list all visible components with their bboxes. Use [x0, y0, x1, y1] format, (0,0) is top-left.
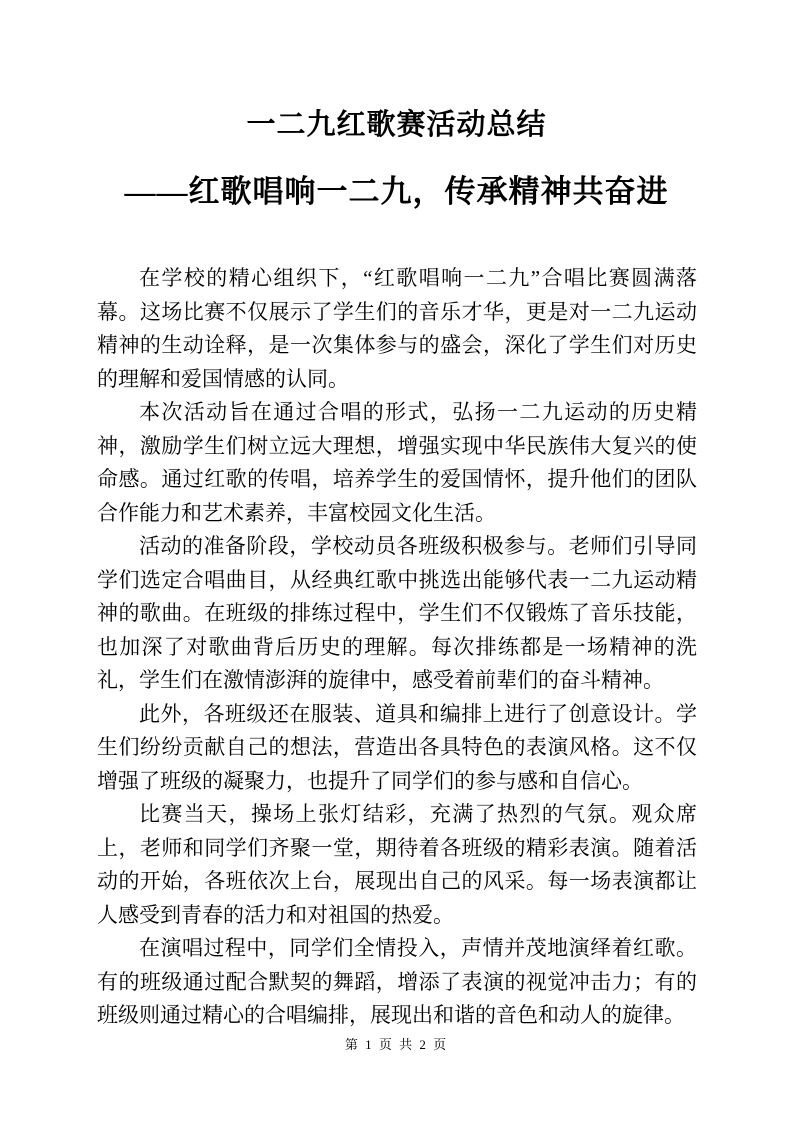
paragraph: 活动的准备阶段，学校动员各班级积极参与。老师们引导同学们选定合唱曲目，从经典红歌中挑选出能够代表一二九运动精神的歌曲。在班级的排练过程中，学生们不仅锻炼了音乐技能，也加深了对歌曲背后历史的理解。每次排练都是一场精神的洗礼，学生们在激情澎湃的旋律中，感受着前辈们的奋斗精神。	[97, 534, 697, 692]
paragraph: 本次活动旨在通过合唱的形式，弘扬一二九运动的历史精神，激励学生们树立远大理想，增强实现中华民族伟大复兴的使命感。通过红歌的传唱，培养学生的爱国情怀，提升他们的团队合作能力和艺术素养，丰富校园文化生活。	[97, 400, 697, 525]
paragraph: 比赛当天，操场上张灯结彩，充满了热烈的气氛。观众席上，老师和同学们齐聚一堂，期待着各班级的精彩表演。随着活动的开始，各班依次上台，展现出自己的风采。每一场表演都让人感受到青春的活力和对祖国的热爱。	[97, 802, 697, 927]
document-subtitle: ——红歌唱响一二九，传承精神共奋进	[124, 174, 669, 209]
paragraph: 此外，各班级还在服装、道具和编排上进行了创意设计。学生们纷纷贡献自己的想法，营造出各具特色的表演风格。这不仅增强了班级的凝聚力，也提升了同学们的参与感和自信心。	[97, 701, 697, 793]
document-body	[97, 262, 697, 1033]
document-title: 一二九红歌赛活动总结	[246, 109, 547, 141]
paragraph: 在演唱过程中，同学们全情投入，声情并茂地演绎着红歌。有的班级通过配合默契的舞蹈，增添了表演的视觉冲击力；有的班级则通过精心的合唱编排，展现出和谐的音色和动人的旋律。	[97, 936, 697, 1027]
page-number-footer: 第 1 页 共 2 页	[344, 1037, 449, 1052]
paragraph: 在学校的精心组织下，“红歌唱响一二九”合唱比赛圆满落幕。这场比赛不仅展示了学生们的音乐才华，更是对一二九运动精神的生动诠释，是一次集体参与的盛会，深化了学生们对历史的理解和爱国情感的认同。	[97, 266, 697, 391]
